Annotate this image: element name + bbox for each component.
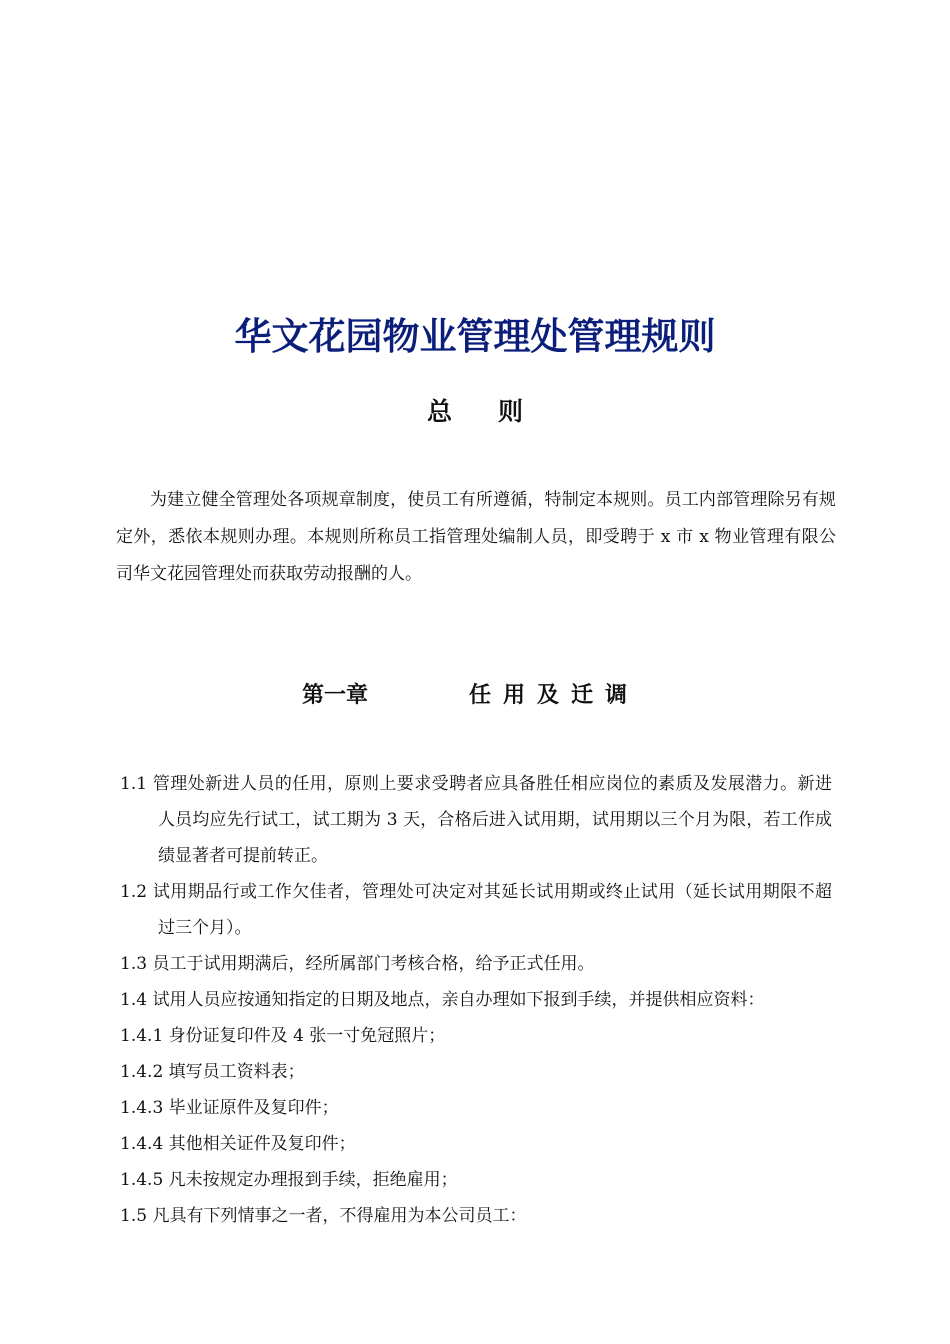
clause-item: 1.1 管理处新进人员的任用，原则上要求受聘者应具备胜任相应岗位的素质及发展潜力。新进人员均应先行试工，试工期为 3 天，合格后进入试用期，试用期以三个月为限，若工作成绩显著者可提前转正。 [120,774,832,866]
chapter-number: 第一章 [302,682,369,708]
document-title: 华文花园物业管理处管理规则 [234,314,716,358]
clause-item: 1.4.5 凡未按规定办理报到手续，拒绝雇用； [120,1170,458,1190]
clause-item: 1.5 凡具有下列情事之一者，不得雇用为本公司员工： [120,1206,527,1226]
clause-item: 1.4 试用人员应按通知指定的日期及地点，亲自办理如下报到手续，并提供相应资料： [120,990,765,1010]
chapter-title: 任用及迁调 [469,682,640,708]
clause-item: 1.2 试用期品行或工作欠佳者，管理处可决定对其延长试用期或终止试用（延长试用期限不超过三个月）。 [120,882,832,938]
general-provisions-heading [0,394,950,430]
general-heading-right: 则 [498,397,524,426]
clause-item: 1.3 员工于试用期满后，经所属部门考核合格，给予正式任用。 [120,954,595,974]
clause-item: 1.4.1 身份证复印件及 4 张一寸免冠照片； [120,1026,446,1046]
clause-item: 1.4.3 毕业证原件及复印件； [120,1098,339,1118]
intro-paragraph: 为建立健全管理处各项规章制度，使员工有所遵循，特制定本规则。员工内部管理除另有规定外，悉依本规则办理。本规则所称员工指管理处编制人员，即受聘于 x 市 x 物业管理有限公司华文花园管理处而获取劳动报酬的人。 [116,490,836,584]
general-heading-left: 总 [426,397,452,426]
clause-item: 1.4.2 填写员工资料表； [120,1062,305,1082]
clause-item: 1.4.4 其他相关证件及复印件； [120,1134,356,1154]
clause-list [120,766,832,1234]
